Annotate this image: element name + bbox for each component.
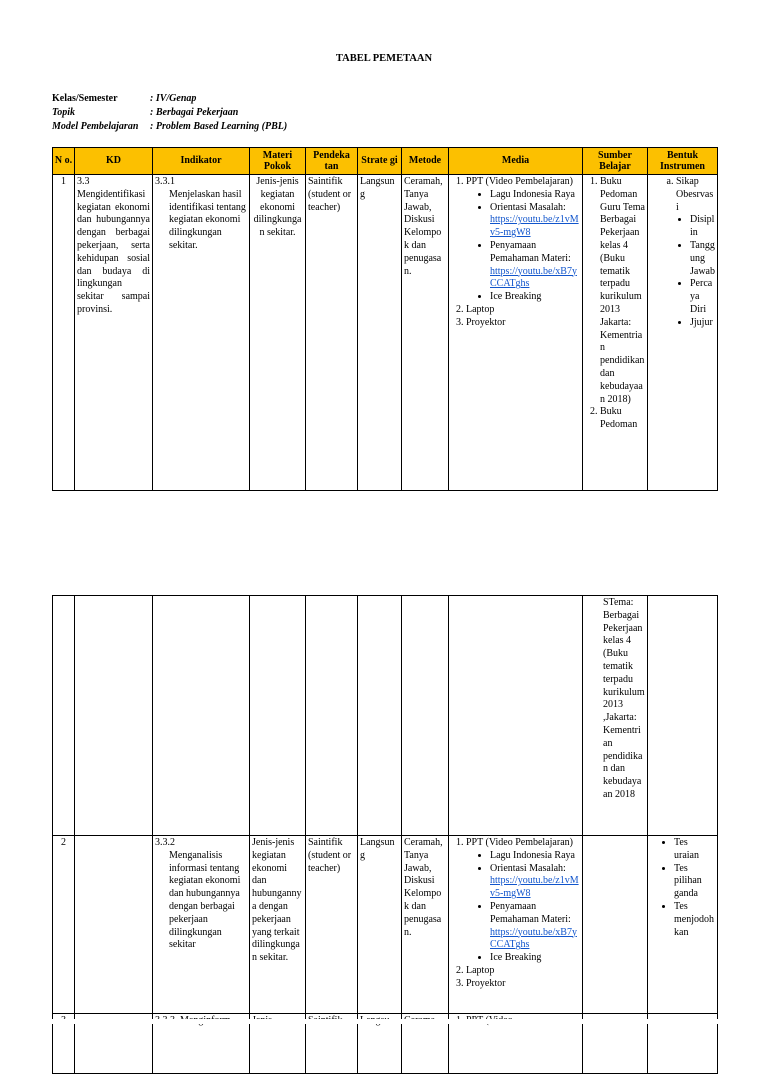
youtube-link-2[interactable]: https://youtu.be/xB7yCCATghs (490, 926, 577, 951)
media-penyamaan (490, 240, 580, 291)
cell-indikator (153, 836, 250, 1014)
meta-value: : IV/Genap (150, 93, 197, 104)
cell-sumber (583, 836, 648, 1014)
media-sublist (466, 189, 580, 304)
meta-info (52, 93, 287, 135)
bentuk-subitem: • Percaya Diri (690, 278, 715, 316)
header-row (53, 148, 718, 175)
media-ice: • Ice Breaking (490, 291, 580, 304)
bentuk-subitem: • Disiplin (690, 214, 715, 240)
cell-bentuk (648, 596, 718, 836)
cell-sumber (583, 175, 648, 491)
cell-metode: Ceramah, Tanya Jawab, Diskusi Kelompok dan penugasan. (402, 836, 449, 1014)
indikator-number: 3.3.1 (155, 176, 175, 187)
page-top (0, 0, 768, 520)
bentuk-list (650, 176, 715, 330)
header-materi: Materi Pokok (250, 148, 306, 175)
header-pendekatan: Pendeka tan (306, 148, 358, 175)
bentuk-item (676, 176, 715, 330)
sumber-list (585, 176, 645, 432)
cell-no: 1 (53, 175, 75, 491)
media-orientasi-label: Orientasi Masalah: (490, 862, 566, 874)
cell-no (53, 596, 75, 836)
media-list (451, 837, 580, 991)
meta-row-kelas (52, 93, 287, 107)
media-proyektor: 3. Proyektor (466, 317, 580, 330)
cell-bentuk (648, 836, 718, 1014)
cell-metode (402, 596, 449, 836)
media-laptop: 2. Laptop (466, 304, 580, 317)
media-sublist (466, 850, 580, 965)
media-proyektor: 3. Proyektor (466, 978, 580, 991)
table-row (53, 836, 718, 1014)
media-penyamaan (490, 901, 580, 952)
table-row (53, 596, 718, 836)
cell-metode: Ceramah, Tanya Jawab, Diskusi Kelompok dan penugasan. (402, 175, 449, 491)
cell-strategi: Langsung (358, 836, 402, 1014)
media-lagu: • Lagu Indonesia Raya (490, 189, 580, 202)
indikator-text: Menjelaskan hasil identifikasi tentang kegiatan ekonomi dilingkungan sekitar. (169, 188, 246, 251)
cell-pendekatan: Saintifik (student or teacher) (306, 175, 358, 491)
media-ppt: PPT (Video Pembelajaran) (466, 176, 573, 187)
youtube-link-2[interactable]: https://youtu.be/xB7yCCATghs (490, 265, 577, 290)
meta-row-topik (52, 107, 287, 121)
cell-indikator (153, 596, 250, 836)
cell-materi: Jenis-jenis kegiatan ekonomi dan hubungannya dengan pekerjaan yang terkait dilingkungan sekitar. (250, 836, 306, 1014)
cell-pendekatan: Saintifik (student or teacher) (306, 836, 358, 1014)
header-sumber: Sumber Belajar (583, 148, 648, 175)
meta-label: Model Pembelajaran (52, 121, 139, 132)
cell-indikator (153, 175, 250, 491)
table-row (53, 175, 718, 491)
cell-media (449, 175, 583, 491)
header-strategi: Strate gi (358, 148, 402, 175)
media-penyamaan-label: Penyamaan Pemahaman Materi: (490, 239, 571, 264)
meta-label: Kelas/Semester (52, 93, 118, 104)
header-metode: Metode (402, 148, 449, 175)
document-title: TABEL PEMETAAN (335, 53, 433, 64)
youtube-link-1[interactable]: https://youtu.be/z1vMv5-mgW8 (490, 214, 579, 239)
bentuk-item: • Tes menjodohkan (674, 901, 715, 939)
meta-value: : Problem Based Learning (PBL) (150, 121, 288, 132)
mapping-table (52, 147, 718, 491)
cell-bentuk (648, 175, 718, 491)
cell-materi: Jenis-jenis kegiatan ekonomi dilingkungan sekitar. (250, 175, 306, 491)
bentuk-subitem: • Tanggung Jawab (690, 240, 715, 278)
page-cutoff (0, 1019, 768, 1024)
cell-no: 2 (53, 836, 75, 1014)
header-indikator: Indikator (153, 148, 250, 175)
cell-media (449, 596, 583, 836)
sumber-item: 2. Buku Pedoman (600, 406, 645, 432)
cell-media (449, 836, 583, 1014)
indikator-text: Menganalisis informasi tentang kegiatan ekonomi dan hubungannya dengan berbagai pekerjaan dilingkungan sekitar (169, 849, 241, 951)
media-orientasi (490, 863, 580, 901)
sumber-item: 1. Buku Pedoman Guru Tema Berbagai Pekerjaan kelas 4 (Buku tematik terpadu kurikulum 2013 Jakarta: Kementrian pendidikan dan kebudayaan 2018) (600, 176, 645, 406)
bentuk-item: • Tes pilihan ganda (674, 863, 715, 901)
bentuk-subitem: • Jjujur (690, 317, 715, 330)
cell-pendekatan (306, 596, 358, 836)
media-list (451, 176, 580, 330)
media-item (466, 837, 580, 965)
cell-kd: 3.3 Mengidentifikasi kegiatan ekonomi dan hubungannya dengan berbagai pekerjaan, serta kehidupan sosial dan budaya di lingkungan sekitar sampai provinsi. (75, 175, 153, 491)
cell-materi (250, 596, 306, 836)
cell-sumber: STema: Berbagai Pekerjaan kelas 4 (Buku tematik terpadu kurikulum 2013 ,Jakarta: Kementrian pendidikan dan kebudayaan 2018 (583, 596, 648, 836)
meta-value: : Berbagai Pekerjaan (150, 107, 239, 118)
media-orientasi-label: Orientasi Masalah: (490, 201, 566, 213)
bentuk-list (650, 837, 715, 939)
header-media: Media (449, 148, 583, 175)
meta-row-model (52, 121, 287, 135)
header-bentuk: Bentuk Instrumen (648, 148, 718, 175)
indikator-number: 3.3.2 (155, 837, 175, 848)
media-item (466, 176, 580, 304)
media-orientasi (490, 202, 580, 240)
header-no: N o. (53, 148, 75, 175)
cell-strategi: Langsung (358, 175, 402, 491)
cell-kd (75, 596, 153, 836)
cell-kd (75, 836, 153, 1014)
media-penyamaan-label: Penyamaan Pemahaman Materi: (490, 900, 571, 925)
media-laptop: 2. Laptop (466, 965, 580, 978)
youtube-link-1[interactable]: https://youtu.be/z1vMv5-mgW8 (490, 875, 579, 900)
bentuk-sublist (676, 214, 715, 329)
meta-label: Topik (52, 107, 75, 118)
media-lagu: • Lagu Indonesia Raya (490, 850, 580, 863)
bentuk-item: • Tes uraian (674, 837, 715, 863)
header-kd: KD (75, 148, 153, 175)
media-ppt: PPT (Video Pembelajaran) (466, 837, 573, 848)
media-ice: • Ice Breaking (490, 952, 580, 965)
bentuk-head: Sikap Obesrvasi (676, 176, 714, 213)
cell-strategi (358, 596, 402, 836)
mapping-table-continued (52, 595, 718, 1074)
